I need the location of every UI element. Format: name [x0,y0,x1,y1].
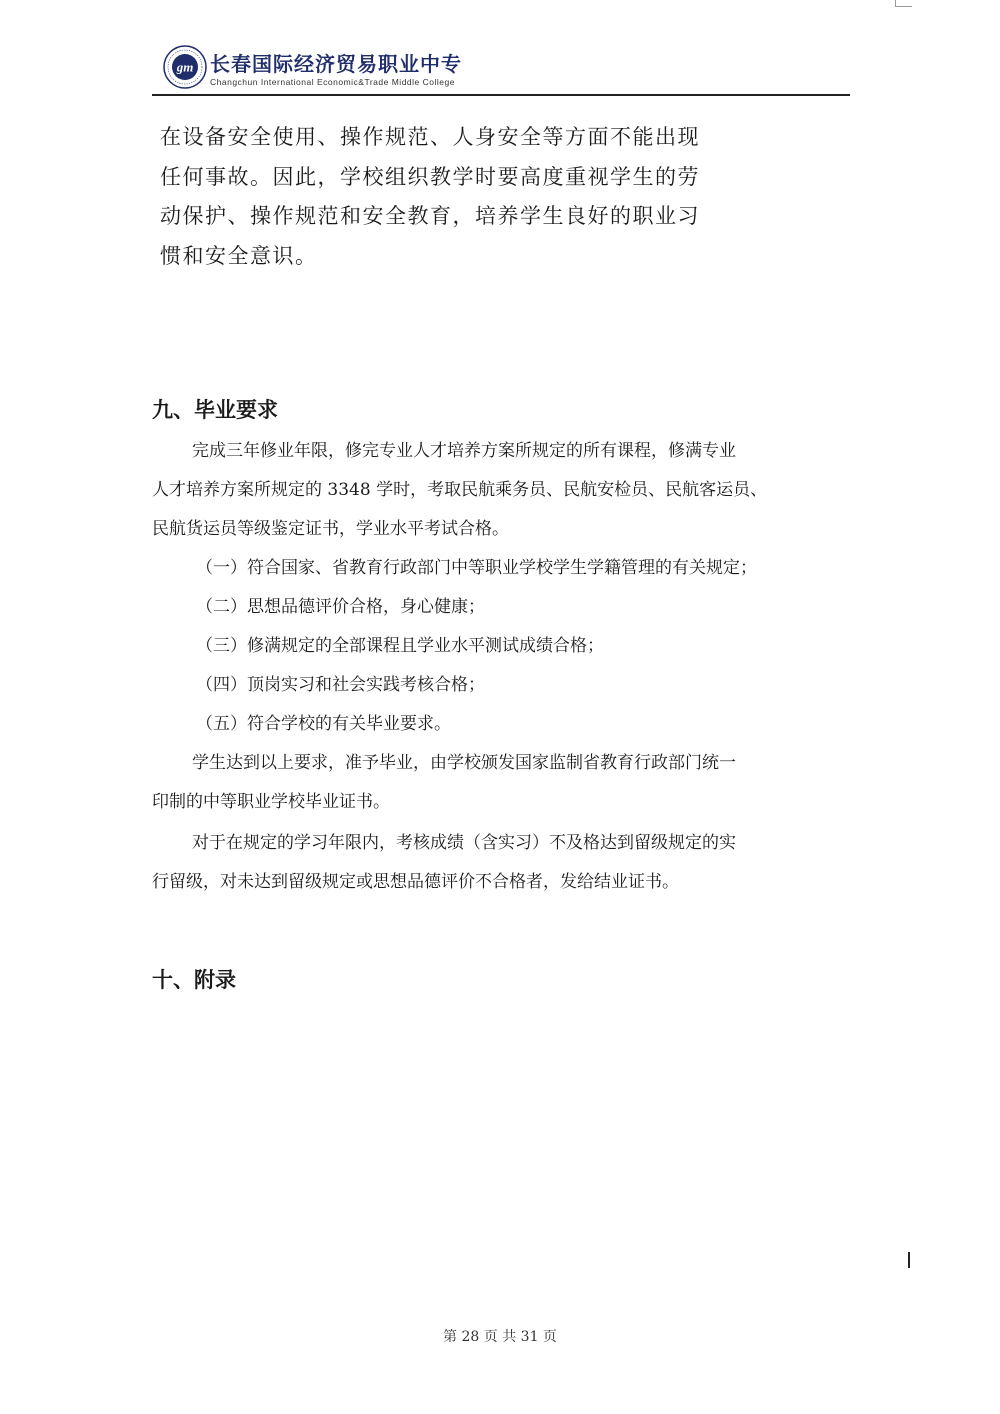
requirement-item-3: （三）修满规定的全部课程且学业水平测试成绩合格； [196,636,604,656]
requirement-item-1: （一）符合国家、省教育行政部门中等职业学校学生学籍管理的有关规定； [196,558,757,578]
section-9-paragraph-3 [152,824,852,902]
school-logo-icon [162,44,208,90]
intro-line: 动保护、操作规范和安全教育，培养学生良好的职业习 [160,204,700,228]
intro-paragraph [160,118,740,276]
section-10-title: 十、附录 [152,968,236,992]
margin-bar [908,1252,910,1268]
school-name-cn: 长春国际经济贸易职业中专 [210,52,462,76]
section-9-paragraph-2 [152,744,852,822]
text-line: 学生达到以上要求，准予毕业，由学校颁发国家监制省教育行政部门统一 [192,753,736,773]
section-9-paragraph-1 [152,432,852,549]
requirement-item-2: （二）思想品德评价合格，身心健康； [196,597,485,617]
page-number: 第 28 页 共 31 页 [443,1329,557,1345]
intro-line: 惯和安全意识。 [160,243,318,268]
text-line: 完成三年修业年限，修完专业人才培养方案所规定的所有课程，修满专业 [192,441,736,461]
intro-line: 在设备安全使用、操作规范、人身安全等方面不能出现 [160,125,700,149]
text-line: 印制的中等职业学校毕业证书。 [152,792,390,812]
crop-mark [895,0,912,7]
text-line: 行留级，对未达到留级规定或思想品德评价不合格者，发给结业证书。 [152,872,679,892]
text-line: 人才培养方案所规定的 3348 学时，考取民航乘务员、民航安检员、民航客运员、 [152,480,768,500]
page-header [152,38,850,96]
requirement-item-4: （四）顶岗实习和社会实践考核合格； [196,675,485,695]
requirement-item-5: （五）符合学校的有关毕业要求。 [196,714,451,734]
school-name-en: Changchun International Economic&Trade Middle College [210,77,455,87]
intro-line: 任何事故。因此，学校组织教学时要高度重视学生的劳 [160,164,700,189]
text-line: 民航货运员等级鉴定证书，学业水平考试合格。 [152,519,509,539]
text-line: 对于在规定的学习年限内，考核成绩（含实习）不及格达到留级规定的实 [192,833,736,853]
section-9-title: 九、毕业要求 [152,398,278,422]
logo-text: gm [176,59,194,75]
